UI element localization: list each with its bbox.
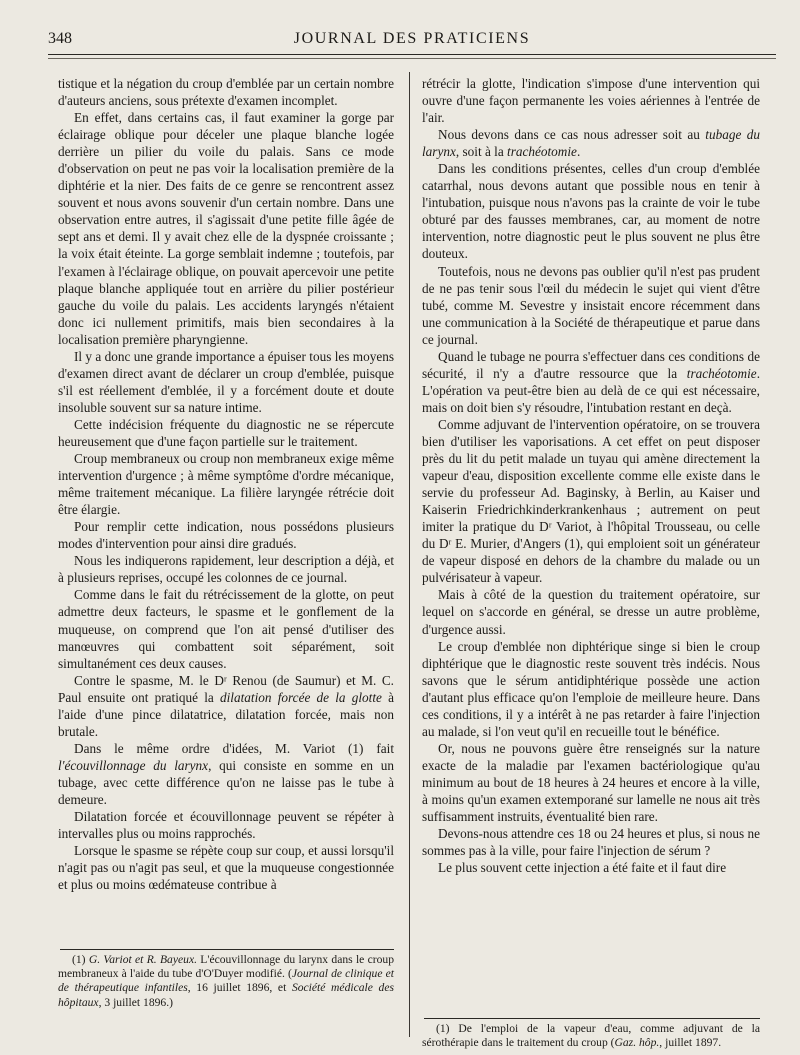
page-header: [48, 30, 776, 52]
left-column: [58, 75, 394, 893]
footnote-right: [422, 1022, 760, 1050]
paragraph: Dilatation forcée et écouvillonnage peuvent se répéter à intervalles plus ou moins rapprochés.: [58, 809, 394, 842]
italic-run: dilatation forcée de la glotte: [219, 689, 382, 705]
text-run: (1) De l'emploi de la vapeur d'eau, comme adjuvant de la sérothérapie dans le traitement du croup (: [422, 1022, 760, 1050]
text-run: . L'opération va peut-être bien au delà de ce qui est nécessaire, mais on doit bien s'y résoudre, l'intubation restant en deçà.: [422, 365, 760, 415]
paragraph: Le croup d'emblée non diphtérique singe si bien le croup diphtérique que le diagnostic reste souvent très indécis. Nous savons que le sérum antidiphtérique possède une action d'autant plus efficace qu'on l'emploie de meilleure heure. Dans ces conditions, il y a intérêt à ne pas retarder à faire l'injection au malade, si l'on veut qu'il en recueille tout le bénéfice.: [422, 638, 760, 739]
italic-run: Gaz. hôp.: [614, 1036, 660, 1050]
text-run: , 16 juillet 1896, et: [187, 981, 292, 995]
paragraph: [422, 348, 760, 416]
paragraph: [58, 672, 394, 740]
text-run: (1): [72, 953, 89, 966]
text-run: , 3 juillet 1896.): [98, 995, 173, 1009]
italic-run: Journal de clinique et de thérapeutique infantiles: [58, 967, 394, 995]
right-column: [422, 75, 760, 876]
footnote-left: [58, 953, 394, 1010]
paragraph: Mais à côté de la question du traitement opératoire, sur lequel on s'accorde en général, se dresse un autre problème, d'urgence aussi.: [422, 587, 760, 637]
footnote-text: [58, 953, 394, 1010]
italic-run: l'écouvillonnage du larynx: [58, 757, 209, 773]
paragraph: tistique et la négation du croup d'emblée par un certain nombre d'auteurs anciens, sous prétexte d'examen incomplet.: [58, 76, 394, 109]
paragraph: [422, 126, 760, 160]
paragraph: rétrécir la glotte, l'indication s'impose d'une intervention qui ouvre d'une façon permanente les voies aériennes à l'entrée de l'air.: [422, 76, 760, 126]
paragraph: Il y a donc une grande importance a épuiser tous les moyens d'examen direct avant de déclarer un croup d'emblée, puisque s'il est réellement d'emblée, il y a forcément doute et doute insoluble souvent sur sa nature intime.: [58, 348, 394, 415]
italic-run: tubage du larynx: [422, 127, 760, 160]
footnote-rule-right: [424, 1018, 760, 1019]
running-title: JOURNAL DES PRATICIENS: [293, 30, 531, 47]
italic-run: trachéotomie: [686, 365, 757, 381]
paragraph: Comme adjuvant de l'intervention opératoire, on se trouvera bien d'utiliser les vaporisations. A cet effet on peut disposer près du lit du petit malade un tuyau qui amène directement la vapeur d'eau, disposition excellente comme elle existe dans le servie du professeur Ad. Baginsky, à Berlin, au Kaiser und Kaiserin Friedrichkinderkrankenhaus ; autrement on peut imiter la pratique du Dʳ Variot, à l'hôpital Trousseau, ou celle du Dʳ E. Murier, d'Angers (1), qui emploient soit un générateur de vapeur disposé en dehors de la chambre du malade ou un pulvérisateur à vapeur.: [422, 416, 760, 586]
paragraph: Nous les indiquerons rapidement, leur description a déjà, et à plusieurs reprises, occupé les colonnes de ce journal.: [58, 553, 394, 586]
header-rule-thin: [48, 58, 776, 59]
text-run: Dans le même ordre d'idées, M. Variot (1) fait: [74, 740, 394, 756]
paragraph: Or, nous ne pouvons guère être renseignés sur la nature exacte de la maladie par l'examen bactériologique qu'au minimum au bout de 18 heures à 24 heures et encore à la ville, à moins qu'un examen extemporané sur lamelle ne nous ait très suffisamment instruits, éventualité bien rare.: [422, 740, 760, 825]
header-rule: [48, 54, 776, 55]
italic-run: trachéotomie: [507, 144, 577, 160]
paragraph: Toutefois, nous ne devons pas oublier qu'il n'est pas prudent de ne pas tenir sous l'œil du médecin le sujet qui vient d'être tubé, comme M. Sevestre y insistait encore récemment dans une communication à la Société de thérapeutique et parue dans ce journal.: [422, 263, 760, 347]
paragraph: Comme dans le fait du rétrécissement de la glotte, on peut admettre deux facteurs, le spasme et le gonflement de la muqueuse, on comprend que l'on ait pensé d'utiliser des manœuvres qui combattent soit séparément, soit simultanément ces deux causes.: [58, 587, 394, 671]
text-run: Nous devons dans ce cas nous adresser soit au: [438, 127, 706, 143]
text-run: , soit à la: [455, 144, 508, 160]
text-run: , qui consiste en somme en un tubage, avec cette différence qu'on ne laisse pas le tube à demeure.: [58, 757, 395, 807]
text-run: .: [576, 144, 581, 160]
paragraph: Pour remplir cette indication, nous possédons plusieurs modes d'intervention pour ainsi dire gradués.: [58, 519, 394, 552]
footnote-text: [422, 1022, 760, 1050]
footnote-rule-left: [60, 949, 394, 950]
paragraph: Le plus souvent cette injection a été faite et il faut dire: [438, 860, 727, 876]
column-divider: [409, 72, 410, 1037]
paragraph: Lorsque le spasme se répète coup sur coup, et aussi lorsqu'il n'agit pas ou n'agit pas seul, et que la muqueuse congestionnée et plus ou moins œdémateuse contribue à: [58, 843, 394, 893]
page-number: 348: [48, 30, 72, 47]
text-run: L'écouvillonnage du larynx dans le croup membraneux à l'aide du tube d'O'Duyer modifié. (: [58, 953, 395, 981]
text-run: à l'aide d'une pince dilatatrice, dilatation forcée, mais non brutale.: [58, 689, 394, 739]
italic-run: G. Variot et R. Bayeux.: [88, 953, 197, 966]
paragraph: Cette indécision fréquente du diagnostic ne se répercute heureusement que d'une façon partielle sur le traitement.: [58, 416, 394, 449]
paragraph: En effet, dans certains cas, il faut examiner la gorge par éclairage oblique pour déceler une plaque blanche logée derrière un pilier du voile du palais. Sans ce mode d'observation on peut ne pas voir la localisation première de la diphtérie et la nier. Des faits de ce genre se rencontrent assez souvent et nous avons souvenir d'un certain nombre. Dans une observation entre autres, il s'agissait d'une petite fille âgée de sept ans et demi. Il y avait chez elle de la dyspnée croissante ; la voix était éteinte. La gorge semblait indemne ; toutefois, par l'examen à l'éclairage oblique, on pouvait apercevoir une petite plaque blanche appliquée tout en arrière du pilier postérieur gauche du voile du palais. Les accidents laryngés n'étaient donc ici nullement primitifs, mais bien secondaires à la localisation première pharyngienne.: [58, 110, 394, 347]
paragraph: [58, 740, 394, 808]
text-run: Contre le spasme, M. le Dʳ Renou (de Saumur) et M. C. Paul ensuite ont pratiqué la: [58, 672, 394, 705]
paragraph: Croup membraneux ou croup non membraneux exige même intervention d'urgence ; à même symptôme d'ordre mécanique, même traitement mécanique. La filière laryngée rétrécie doit être élargie.: [58, 451, 394, 518]
italic-run: Société médicale des hôpitaux: [58, 981, 394, 1009]
text-run: , juillet 1897.: [659, 1036, 722, 1050]
paragraph: Devons-nous attendre ces 18 ou 24 heures et plus, si nous ne sommes pas à la ville, pour faire l'injection de sérum ?: [422, 826, 760, 859]
paragraph: Dans les conditions présentes, celles d'un croup d'emblée catarrhal, nous devons autant que possible nous en tenir à l'intubation, puisque nous n'avons pas la crainte de voir le tube obturé par des fausses membranes, car, au moment de notre intervention, notre diagnostic peut le plus souvent ne plus être douteux.: [422, 161, 760, 262]
text-run: Quand le tubage ne pourra s'effectuer dans ces conditions de sécurité, il n'y a d'autre ressource que la: [422, 348, 760, 381]
